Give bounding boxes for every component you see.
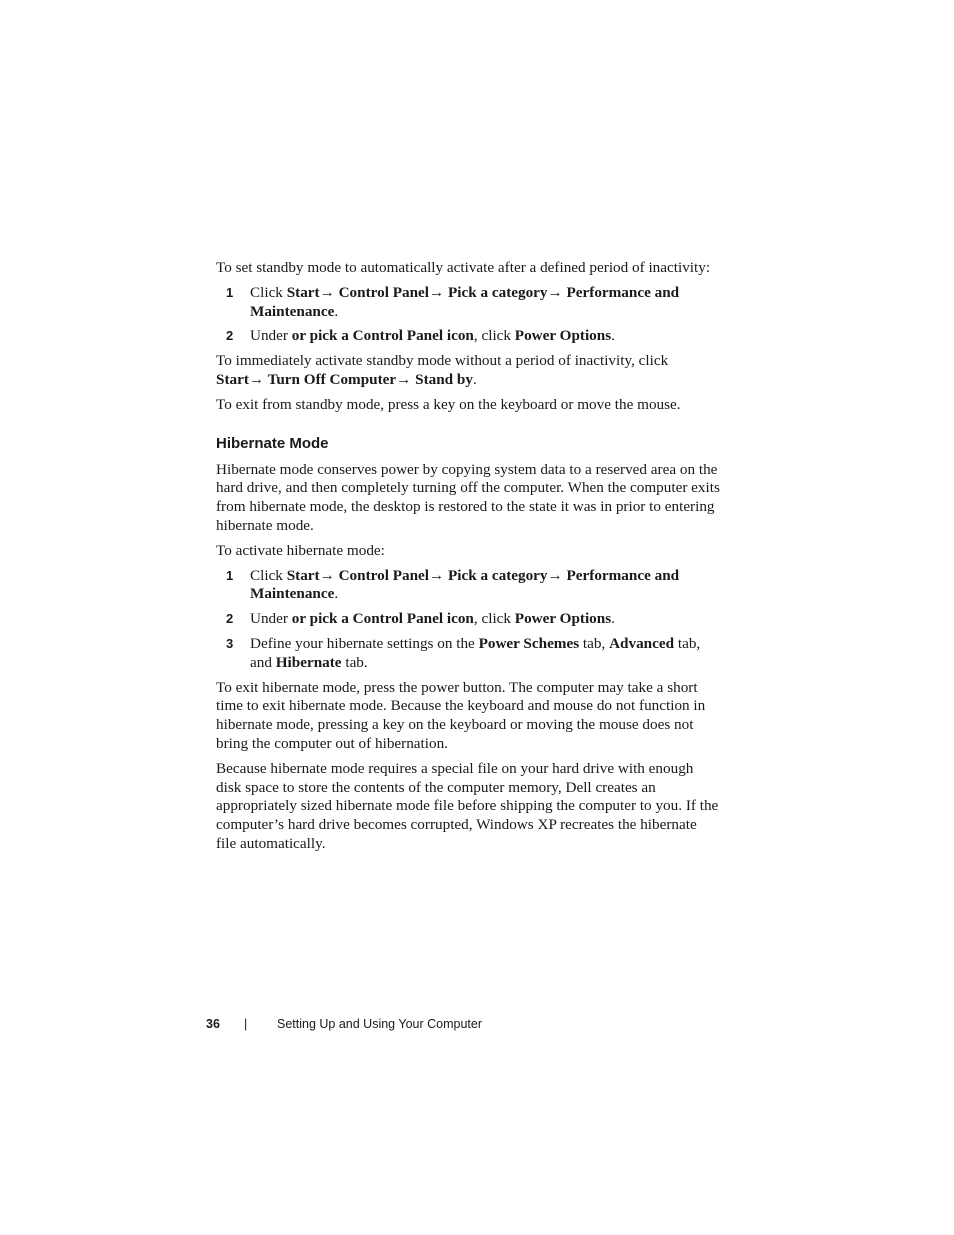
footer-separator: | [244, 1017, 248, 1031]
page-number: 36 [206, 1017, 220, 1031]
menu-path: Start→ Control Panel→ Pick a category→ Performance and Maintenance [250, 283, 680, 320]
immediate-standby-paragraph [216, 352, 720, 390]
ui-label: or pick a Control Panel icon [291, 610, 474, 628]
ui-label: Hibernate [275, 653, 342, 671]
step-text: tab, [579, 634, 610, 652]
step-number: 3 [226, 635, 234, 651]
step-text: . [334, 302, 339, 320]
step-text: Under [250, 610, 292, 628]
section-heading: Hibernate Mode [216, 434, 329, 452]
ui-label: Power Options [514, 610, 612, 628]
hibernate-step-3 [216, 635, 720, 673]
paragraph-text: To immediately activate standby mode without a period of inactivity, click [216, 352, 669, 370]
step-text: . [611, 610, 615, 628]
hibernate-description: Hibernate mode conserves power by copying system data to a reserved area on the hard drive, and then completely turning off the computer. When the computer exits from hibernate mode, the desktop is restored to the state it was in prior to entering hibernate mode. [216, 460, 720, 534]
step-text: Click [250, 283, 287, 301]
hibernate-step-1 [216, 567, 720, 605]
step-number: 2 [226, 611, 234, 627]
step-text: Under [250, 327, 292, 345]
hibernate-file-paragraph: Because hibernate mode requires a special file on your hard drive with enough disk space to store the contents of the computer memory, Dell creates an appropriately sized hibernate mode file before shipping the computer to you. If the computer’s hard drive becomes corrupted, Windows XP recreates the hibernate file automatically. [216, 759, 719, 852]
ui-label: Advanced [609, 634, 675, 652]
page-content [216, 259, 720, 860]
menu-path: Start→ Control Panel→ Pick a category→ Performance and Maintenance [250, 566, 680, 603]
step-text: Define your hibernate settings on the [250, 634, 479, 652]
activate-hibernate-intro: To activate hibernate mode: [216, 541, 385, 559]
step-text: . [611, 327, 615, 345]
ui-label: or pick a Control Panel icon [291, 327, 474, 345]
step-number: 1 [226, 284, 234, 300]
standby-intro: To set standby mode to automatically activate after a defined period of inactivity: [216, 259, 711, 276]
exit-hibernate-paragraph: To exit hibernate mode, press the power button. The computer may take a short time to exit hibernate mode. Because the keyboard and mouse do not function in hibernate mode, pressing a key on the keyboard or moving the mouse does not bring the computer out of hibernation. [216, 678, 706, 752]
paragraph-text: . [472, 370, 477, 388]
menu-path: Start→ Turn Off Computer→ Stand by [216, 370, 473, 388]
step-text: tab, and [250, 634, 701, 671]
step-text: , click [473, 327, 515, 345]
step-text: . [334, 585, 339, 603]
step-text: Click [250, 566, 287, 584]
step-number: 1 [226, 567, 234, 583]
ui-label: Power Options [514, 327, 612, 345]
page-footer [206, 1015, 482, 1033]
hibernate-step-2 [216, 610, 720, 629]
exit-standby-paragraph: To exit from standby mode, press a key on the keyboard or move the mouse. [216, 395, 681, 413]
step-text: tab. [341, 653, 368, 671]
ui-label: Power Schemes [478, 634, 580, 652]
step-text: , click [473, 610, 515, 628]
step-number: 2 [226, 328, 234, 344]
standby-step-1 [216, 284, 720, 322]
standby-step-2 [216, 327, 720, 346]
footer-section-title: Setting Up and Using Your Computer [277, 1017, 482, 1031]
